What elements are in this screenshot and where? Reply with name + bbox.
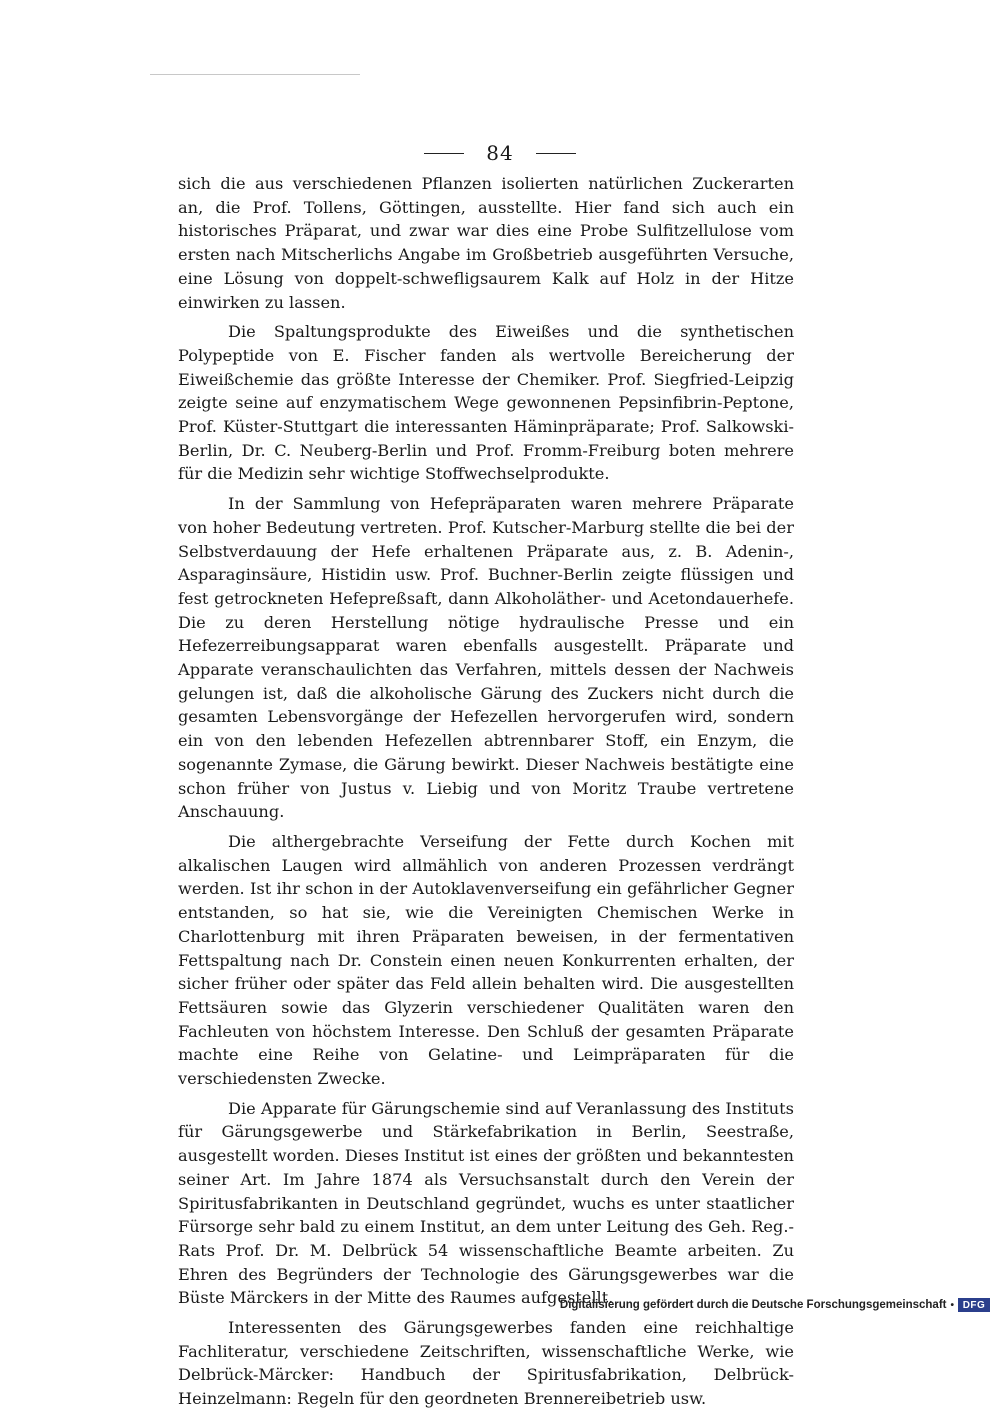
page-number: 84 xyxy=(486,141,514,165)
paragraph-literature: Interessenten des Gärungsgewerbes fanden eine reichhaltige Fachliteratur, verschiedene Zeitschriften, wissenschaftliche Werke, wie Delbrück-Märcker: Handbuch der Spiritusfabrikation, Delbrück-Heinzelmann: Regeln für den geordneten Brennereibetrieb usw. xyxy=(178,1318,794,1409)
header-rule-right xyxy=(536,153,576,154)
header-rule-left xyxy=(424,153,464,154)
scan-artifact xyxy=(150,74,360,75)
paragraph-yeast-preparations: In der Sammlung von Hefepräparaten waren mehrere Präparate von hoher Bedeutung vertreten. Prof. Kutscher-Marburg stellte die bei der Selbstverdauung der Hefe erhaltenen Präparate aus, z. B. Adenin-, Asparaginsäure, Histidin usw. Prof. Buchner-Berlin zeigte flüssigen und fest getrockneten Hefepreßsaft, dann Alkoholäther- und Acetondauerhefe. Die zu deren Herstellung nötige hydraulische Presse und ein Hefezerreibungsapparat waren ebenfalls ausgestellt. Präparate und Apparate veranschaulichten das Verfahren, mittels dessen der Nachweis gelungen ist, daß die alkoholische Gärung des Zuckers nicht durch die gesamten Lebensvorgänge der Hefezellen hervorgerufen wird, sondern ein von den lebenden Hefezellen abtrennbarer Stoff, ein Enzym, die sogenannte Zymase, die Gärung bewirkt. Dieser Nachweis bestätigte eine schon früher von Justus v. Liebig und von Moritz Traube vertretene Anschauung. xyxy=(178,494,794,822)
credit-text: Digitalisierung gefördert durch die Deutsche Forschungsgemeinschaft xyxy=(559,1299,947,1311)
digitization-credit xyxy=(560,1298,990,1312)
paragraph-polypeptides: Die Spaltungsprodukte des Eiweißes und die synthetischen Polypeptide von E. Fischer fanden als wertvolle Bereicherung der Eiweißchemie das größte Interesse der Chemiker. Prof. Siegfried-Leipzig zeigte seine auf enzymatischem Wege gewonnenen Pepsinfibrin-Peptone, Prof. Küster-Stuttgart die interessanten Häminpräparate; Prof. Salkowski-Berlin, Dr. C. Neuberg-Berlin und Prof. Fromm-Freiburg boten mehrere für die Medizin sehr wichtige Stoffwechselprodukte. xyxy=(178,322,794,484)
dfg-logo: DFG xyxy=(958,1298,990,1312)
paragraph-fermentation-apparatus: Die Apparate für Gärungschemie sind auf Veranlassung des Instituts für Gärungsgewerbe und Stärkefabrikation in Berlin, Seestraße, ausgestellt worden. Dieses Institut ist eines der größten und bekanntesten seiner Art. Im Jahre 1874 als Versuchsanstalt durch den Verein der Spiritusfabrikanten in Deutschland gegründet, wuchs es unter staatlicher Fürsorge sehr bald zu einem Institut, an dem unter Leitung des Geh. Reg.-Rats Prof. Dr. M. Delbrück 54 wissenschaftliche Beamte arbeiten. Zu Ehren des Begründers der Technologie des Gärungsgewerbes war die Büste Märckers in der Mitte des Raumes aufgestellt. xyxy=(178,1098,794,1308)
credit-separator: • xyxy=(950,1299,954,1311)
page-header xyxy=(0,138,1000,168)
body-text xyxy=(178,172,794,1411)
paragraph-saponification: Die althergebrachte Verseifung der Fette durch Kochen mit alkalischen Laugen wird allmählich von anderen Prozessen verdrängt werden. Ist ihr schon in der Autoklavenverseifung ein gefährlicher Gegner entstanden, so hat sie, wie die Vereinigten Chemischen Werke in Charlottenburg mit ihren Präparaten beweisen, in der fermentativen Fettspaltung nach Dr. Constein einen neuen Konkurrenten erhalten, der sicher früher oder später das Feld allein behalten wird. Die ausgestellten Fettsäuren sowie das Glyzerin verschiedener Qualitäten waren den Fachleuten von höchstem Interesse. Den Schluß der gesamten Präparate machte eine Reihe von Gelatine- und Leimpräparaten für die verschiedensten Zwecke. xyxy=(178,831,794,1089)
paragraph-continuation: sich die aus verschiedenen Pflanzen isolierten natürlichen Zuckerarten an, die Prof. Tollens, Göttingen, ausstellte. Hier fand sich auch ein historisches Präparat, und zwar war dies eine Probe Sulfitzellulose vom ersten nach Mitscherlichs Angabe im Großbetrieb ausgeführten Versuche, eine Lösung von doppelt-schwefligsaurem Kalk auf Holz in der Hitze einwirken zu lassen. xyxy=(178,174,794,312)
